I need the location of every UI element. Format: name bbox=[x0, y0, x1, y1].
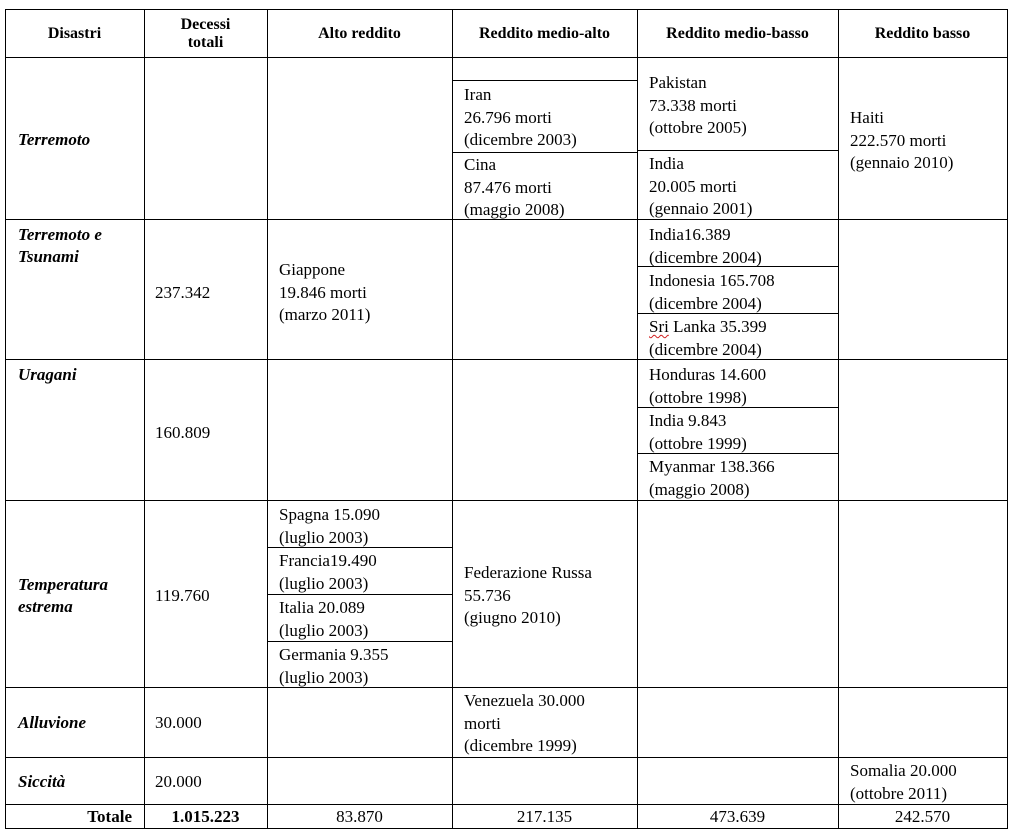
cell-italia: Italia 20.089 (luglio 2003) bbox=[279, 598, 369, 640]
cell-germania: Germania 9.355 (luglio 2003) bbox=[279, 645, 389, 687]
cell-tsunami-decessi: 237.342 bbox=[155, 283, 211, 302]
totals-medio-basso: 473.639 bbox=[709, 807, 766, 826]
cell-iran: Iran 26.796 morti (dicembre 2003) bbox=[464, 85, 577, 149]
cell-india-2004: India16.389 (dicembre 2004) bbox=[649, 225, 762, 267]
cell-somalia: Somalia 20.000 (ottobre 2011) bbox=[850, 761, 957, 803]
cell-venezuela: Venezuela 30.000 morti (dicembre 1999) bbox=[464, 691, 585, 755]
totals-alto-reddito: 83.870 bbox=[336, 807, 383, 826]
cell-siccita-decessi: 20.000 bbox=[155, 772, 202, 791]
spellcheck-word: Sri bbox=[649, 317, 669, 336]
cell-indonesia: Indonesia 165.708 (dicembre 2004) bbox=[649, 271, 775, 313]
cell-pakistan: Pakistan 73.338 morti (ottobre 2005) bbox=[649, 73, 747, 137]
header-decessi-totali: Decessi totali bbox=[180, 15, 231, 51]
header-reddito-basso: Reddito basso bbox=[874, 24, 971, 42]
header-alto-reddito: Alto reddito bbox=[318, 24, 401, 42]
header-reddito-medio-basso: Reddito medio-basso bbox=[666, 24, 809, 42]
category-uragani: Uragani bbox=[18, 365, 77, 384]
category-alluvione: Alluvione bbox=[18, 713, 87, 732]
cell-cina: Cina 87.476 morti (maggio 2008) bbox=[464, 155, 565, 219]
category-terremoto-tsunami: Terremoto e Tsunami bbox=[18, 225, 102, 266]
cell-alluvione-decessi: 30.000 bbox=[155, 713, 202, 732]
header-disastri: Disastri bbox=[47, 24, 102, 42]
totals-label: Totale bbox=[87, 807, 132, 826]
cell-sri-lanka-text: Lanka 35.399 (dicembre 2004) bbox=[649, 317, 767, 359]
cell-india-2001: India 20.005 morti (gennaio 2001) bbox=[649, 154, 753, 218]
cell-india-1999: India 9.843 (ottobre 1999) bbox=[649, 411, 747, 453]
header-reddito-medio-alto: Reddito medio-alto bbox=[478, 24, 611, 42]
cell-giappone: Giappone 19.846 morti (marzo 2011) bbox=[279, 260, 371, 324]
category-terremoto: Terremoto bbox=[18, 130, 91, 149]
cell-sri-lanka bbox=[649, 316, 767, 361]
totals-decessi: 1.015.223 bbox=[171, 807, 240, 826]
cell-myanmar: Myanmar 138.366 (maggio 2008) bbox=[649, 457, 775, 499]
category-temperatura-estrema: Temperatura estrema bbox=[18, 575, 109, 616]
cell-spagna: Spagna 15.090 (luglio 2003) bbox=[279, 505, 381, 547]
cell-honduras: Honduras 14.600 (ottobre 1998) bbox=[649, 365, 767, 407]
cell-francia: Francia19.490 (luglio 2003) bbox=[279, 551, 377, 593]
cell-uragani-decessi: 160.809 bbox=[155, 423, 211, 442]
cell-temperatura-decessi: 119.760 bbox=[155, 586, 210, 605]
totals-reddito-basso: 242.570 bbox=[894, 807, 951, 826]
totals-medio-alto: 217.135 bbox=[516, 807, 573, 826]
cell-haiti: Haiti 222.570 morti (gennaio 2010) bbox=[850, 108, 954, 172]
category-siccita: Siccità bbox=[18, 772, 66, 791]
cell-federazione-russa: Federazione Russa 55.736 (giugno 2010) bbox=[464, 563, 592, 627]
